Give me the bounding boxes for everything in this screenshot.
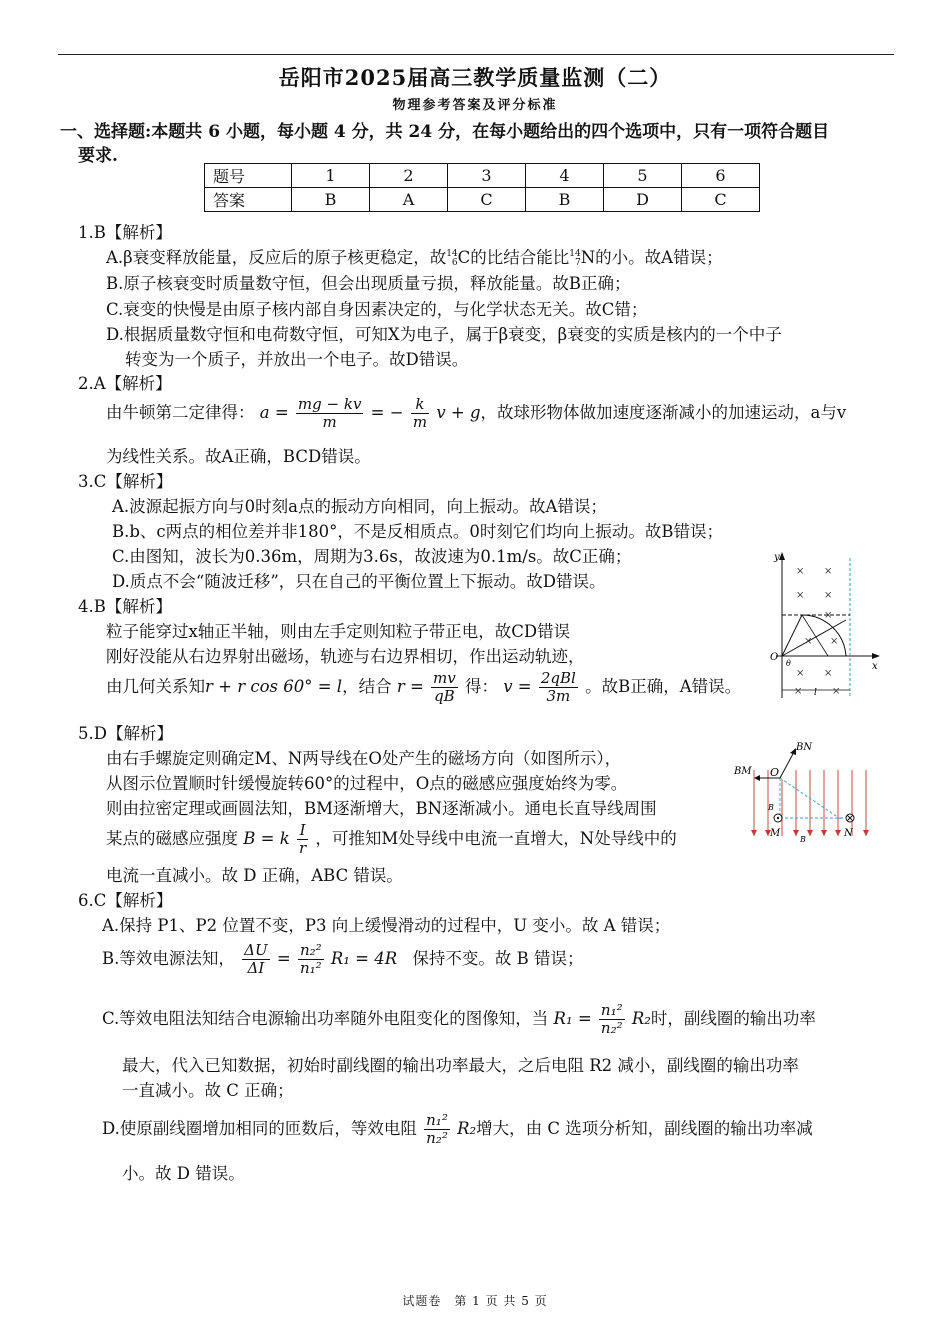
q4-line-3 — [106, 670, 741, 705]
q6-option-c-line-2: 最大，代入已知数据，初始时副线圈的输出功率最大，之后电阻 R2 减小，副线圈的输出功率 — [122, 1056, 799, 1075]
section-heading-cont: 要求. — [78, 146, 118, 166]
q1-a-text2: C的比结合能比 — [457, 248, 570, 267]
b-label: B — [768, 803, 774, 812]
q5-line-1: 由右手螺旋定则确定M、N两导线在O处产生的磁场方向（如图所示）， — [106, 749, 622, 768]
q2-text: 由牛顿第二定律得： — [106, 403, 255, 422]
nuclide-c-index — [446, 250, 457, 268]
frac-numerator: I — [297, 822, 308, 840]
q6-expr: R₂ — [631, 1009, 651, 1028]
cross-mark: × — [794, 686, 803, 697]
q4-fraction-1 — [431, 670, 458, 705]
cross-mark: × — [824, 590, 833, 601]
q6-option-d — [102, 1112, 813, 1147]
frac-numerator: k — [411, 396, 429, 414]
l-label: l — [814, 688, 817, 698]
cross-mark: × — [804, 636, 813, 647]
q6-fraction-3 — [599, 1002, 625, 1037]
q2-fraction-2 — [411, 396, 429, 431]
table-cell: 4 — [526, 164, 604, 188]
q6-option-c — [102, 1002, 816, 1037]
q6-option-c-line-3: 一直减小。故 C 正确； — [122, 1081, 294, 1100]
n-label: N — [844, 828, 853, 839]
o-n-line — [780, 778, 842, 820]
x-label: x — [872, 661, 878, 672]
q5-expr: B = k — [243, 829, 290, 848]
q2-heading: 2.A【解析】 — [78, 374, 172, 393]
nuclide-mass: 14 — [446, 248, 458, 259]
bm-label: BM — [734, 766, 752, 777]
cross-mark: × — [824, 668, 833, 679]
q3-option-a: A.波源起振方向与0时刻a点的振动方向相同，向上振动。故A错误； — [112, 497, 607, 516]
o-label: O — [770, 766, 780, 779]
q6-fraction-2 — [298, 942, 324, 977]
table-cell: 3 — [448, 164, 526, 188]
b-label: B — [800, 835, 806, 844]
q2-expr: = − — [370, 403, 404, 422]
frac-denominator: 3m — [546, 687, 571, 705]
q6-expr: R₂ — [457, 1119, 477, 1138]
q5-line-4 — [106, 822, 677, 857]
q6-text: B.等效电源法知， — [102, 949, 235, 968]
q4-text: ，结合 — [342, 677, 392, 696]
page-title: 岳阳市2025届高三教学质量监测（二） — [278, 65, 672, 90]
table-cell: 答案 — [205, 188, 292, 212]
wire-m-dot — [777, 817, 779, 819]
y-label: y — [774, 552, 780, 563]
nuclide-charge: 7 — [575, 257, 581, 268]
section-heading: 一、选择题:本题共 6 小题，每小题 4 分，共 24 分，在每小题给出的四个选项中，只有一项符合题目 — [60, 122, 830, 142]
q4-text: 。故B正确，A错误。 — [585, 677, 742, 696]
cross-mark: × — [796, 590, 805, 601]
q2-equation-line — [106, 396, 846, 431]
frac-numerator: n₁² — [426, 1111, 448, 1129]
table-cell: 5 — [604, 164, 682, 188]
q5-line-2: 从图示位置顺时针缓慢旋转60°的过程中，O点的磁感应强度始终为零。 — [106, 774, 628, 793]
q6-fraction-1 — [242, 942, 269, 977]
field-crosses — [794, 566, 840, 697]
q4-fraction-2 — [539, 670, 578, 705]
q6-text: 时，副线圈的输出功率 — [650, 1009, 816, 1028]
q4-text: 由几何关系知 — [106, 677, 205, 696]
angle-label: θ — [786, 659, 791, 668]
q5-line-3: 则由拉密定理或画圆法知，BM逐渐增大，BN逐渐减小。通电长直导线周围 — [106, 799, 657, 818]
nuclide-mass: 14 — [569, 248, 581, 259]
m-label: M — [770, 828, 781, 839]
frac-denominator: r — [298, 839, 307, 857]
q1-option-d-cont: 转变为一个质子，并放出一个电子。故D错误。 — [125, 350, 469, 369]
q4-expr: r + r cos 60° = l — [205, 677, 343, 696]
x-axis-arrow — [872, 653, 880, 659]
q6-fraction-4 — [424, 1112, 450, 1147]
frac-numerator: 2qBl — [540, 669, 576, 687]
table-cell: 题号 — [205, 164, 292, 188]
q1-option-c: C.衰变的快慢是由原子核内部自身因素决定的，与化学状态无关。故C错； — [106, 300, 648, 319]
frac-numerator: n₁² — [600, 1001, 623, 1019]
page-footer: 试题卷 第 1 页 共 5 页 — [402, 1294, 548, 1308]
table-cell: 2 — [370, 164, 448, 188]
table-row — [205, 164, 760, 188]
frac-numerator: ΔU — [244, 941, 268, 959]
origin-label: O — [770, 652, 779, 663]
frac-numerator: mv — [433, 669, 456, 687]
q4-line-1: 粒子能穿过x轴正半轴，则由左手定则知粒子带正电，故CD错误 — [106, 622, 571, 641]
q6-expr: R₁ = 4R — [330, 949, 398, 968]
table-row — [205, 188, 760, 212]
q3-option-b: B.b、c两点的相位差并非180°，不是反相质点。0时刻它们均向上振动。故B错误； — [112, 522, 724, 541]
nuclide-charge: 6 — [451, 257, 458, 268]
cross-mark: × — [824, 610, 833, 621]
cross-mark: × — [796, 668, 805, 679]
q6-text: 保持不变。故 B 错误； — [412, 949, 584, 968]
q6-text: C.等效电阻法知结合电源输出功率随外电阻变化的图像知，当 — [102, 1009, 549, 1028]
q2-text: ，故球形物体做加速度逐渐减小的加速运动，a与v — [480, 403, 847, 422]
bn-vector — [780, 752, 794, 778]
bm-arrow-head — [754, 775, 760, 781]
q6-heading: 6.C【解析】 — [78, 891, 173, 910]
q5-text: 某点的磁感应强度 — [106, 829, 238, 848]
q1-option-d: D.根据质量数守恒和电荷数守恒，可知X为电子，属于β衰变，β衰变的实质是核内的一个中子 — [106, 325, 782, 344]
frac-denominator: qB — [434, 687, 455, 705]
q4-expr: v = — [503, 677, 532, 696]
table-cell: 6 — [682, 164, 760, 188]
page-subtitle: 物理参考答案及评分标准 — [392, 98, 558, 113]
q6-expr: = — [276, 949, 291, 968]
q4-expr: r = — [396, 677, 424, 696]
q6-text: D.使原副线圈增加相同的匝数后，等效电阻 — [102, 1119, 417, 1138]
table-cell: 1 — [292, 164, 370, 188]
q6-option-b — [102, 942, 584, 977]
table-cell: B — [526, 188, 604, 212]
cross-mark: × — [830, 636, 839, 647]
q2-expr: a = — [259, 403, 289, 422]
frac-denominator: n₂² — [426, 1129, 448, 1147]
q4-line-2: 刚好没能从右边界射出磁场，轨迹与右边界相切，作出运动轨迹， — [106, 647, 585, 666]
y-axis-arrow — [779, 552, 785, 560]
table-cell: D — [604, 188, 682, 212]
q6-option-a: A.保持 P1、P2 位置不变，P3 向上缓慢滑动的过程中，U 变小。故 A 错误； — [102, 916, 671, 935]
q6-text: 增大，由 C 选项分析知，副线圈的输出功率减 — [476, 1119, 813, 1138]
cross-mark: × — [824, 566, 833, 577]
q5-magnetic-field-figure — [732, 738, 886, 848]
q1-option-b: B.原子核衰变时质量数守恒，但会出现质量亏损，释放能量。故B正确； — [106, 274, 631, 293]
bn-label: BN — [796, 742, 813, 753]
answer-table — [204, 163, 760, 212]
q2-expr: v + g — [436, 403, 481, 422]
header-rule — [58, 54, 894, 55]
q3-option-d: D.质点不会“随波迁移”，只在自己的平衡位置上下振动。故D错误。 — [112, 572, 606, 591]
q5-fraction — [297, 822, 308, 857]
q4-text: 得： — [464, 677, 498, 696]
frac-denominator: n₁² — [299, 959, 322, 977]
q1-option-a — [106, 244, 723, 268]
table-cell: C — [682, 188, 760, 212]
q5-heading: 5.D【解析】 — [78, 724, 173, 743]
frac-denominator: ΔI — [247, 959, 265, 977]
q1-heading: 1.B【解析】 — [78, 223, 172, 242]
q6-expr: R₁ = — [553, 1009, 592, 1028]
q3-option-c: C.由图知，波长为0.36m，周期为3.6s，故波速为0.1m/s。故C正确； — [112, 547, 632, 566]
q4-heading: 4.B【解析】 — [78, 597, 172, 616]
table-cell: B — [292, 188, 370, 212]
frac-denominator: m — [322, 413, 337, 431]
table-cell: C — [448, 188, 526, 212]
q2-line-2: 为线性关系。故A正确，BCD错误。 — [106, 447, 371, 466]
cross-mark: × — [796, 566, 805, 577]
frac-denominator: n₂² — [600, 1019, 623, 1037]
q4-magnetic-field-figure — [766, 548, 882, 700]
q2-fraction-1 — [296, 396, 364, 431]
q1-a-text3: N的小。故A错误； — [580, 248, 723, 267]
q3-heading: 3.C【解析】 — [78, 472, 173, 491]
nuclide-n-index — [569, 250, 580, 268]
q5-line-5: 电流一直减小。故 D 正确，ABC 错误。 — [106, 866, 403, 885]
frac-numerator: n₂² — [299, 941, 322, 959]
frac-numerator: mg − kv — [297, 395, 362, 413]
q5-text: ，可推知M处导线中电流一直增大，N处导线中的 — [315, 829, 677, 848]
table-cell: A — [370, 188, 448, 212]
q6-option-d-line-2: 小。故 D 错误。 — [122, 1164, 245, 1183]
q1-a-text: A.β衰变释放能量，反应后的原子核更稳定，故 — [106, 248, 447, 267]
cross-mark: × — [832, 686, 841, 697]
frac-denominator: m — [412, 413, 428, 431]
